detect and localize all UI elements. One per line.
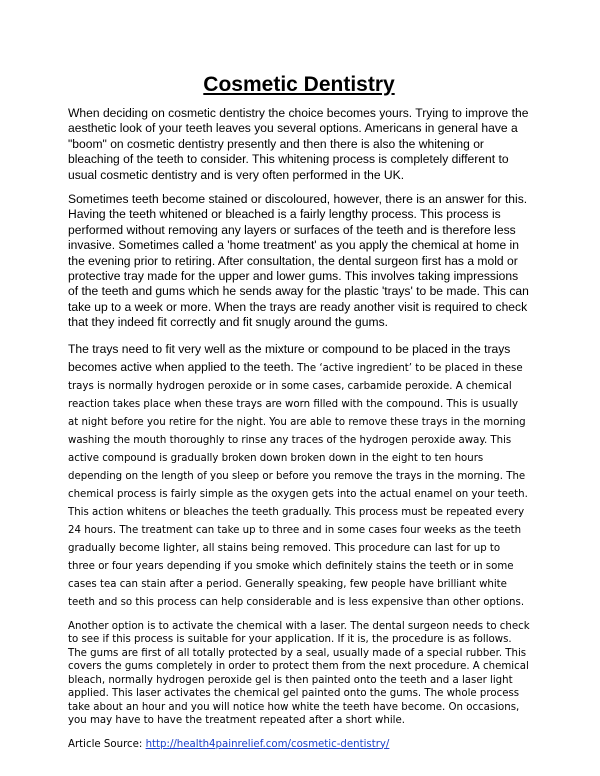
document-title: Cosmetic Dentistry <box>203 73 395 96</box>
paragraph-stained-teeth: Sometimes teeth become stained or discoloured, however, there is an answer for this. Having the teeth whitened or bleached is a fairly lengthy process. This process is performed without removing any layers or surfaces of the teeth and is therefore less invasive. Sometimes called a 'home treatment' as you apply the chemical at home in the evening prior to retiring. After consultation, the dental surgeon first has a mold or protective tray made for the upper and lower gums. This involves taking impressions of the teeth and gums which he sends away for the plastic 'trays' to be made. This can take up to a week or more. When the trays are ready another visit is required to check that they indeed fit correctly and fit snugly around the gums. <box>68 192 529 330</box>
article-source <box>68 738 530 752</box>
paragraph-trays <box>68 340 530 610</box>
article-source-link[interactable]: http://health4painrelief.com/cosmetic-dentistry/ <box>145 738 390 750</box>
article-source-label: Article Source: <box>68 738 146 750</box>
paragraph-laser: Another option is to activate the chemical with a laser. The dental surgeon needs to check to see if this process is suitable for your application. If it is, the procedure is as follows. The gums are first of all totally protected by a seal, usually made of a special rubber. This covers the gums completely in order to protect them from the next procedure. A chemical bleach, normally hydrogen peroxide gel is then painted onto the teeth and a laser light applied. This laser activates the chemical gel painted onto the gums. The whole process take about an hour and you will notice how white the teeth have become. On occasions, you may have to have the treatment repeated after a short while. <box>68 620 530 727</box>
paragraph-trays-lead: The trays need to fit very well as the mixture or compound to be placed in the trays becomes active when applied to the teeth. <box>68 341 511 374</box>
paragraph-intro: When deciding on cosmetic dentistry the choice becomes yours. Trying to improve the aesthetic look of your teeth leaves you several options. Americans in general have a "boom" on cosmetic dentistry presently and then there is also the whitening or bleaching of the teeth to consider. This whitening process is completely different to usual cosmetic dentistry and is very often performed in the UK. <box>68 106 529 182</box>
paragraph-trays-body: The ‘active ingredient’ to be placed in these trays is normally hydrogen peroxide or in some cases, carbamide peroxide. A chemical reaction takes place when these trays are worn filled with the compound. This is usually at night before you retire for the night. You are able to remove these trays in the morning washing the mouth thoroughly to rinse any traces of the hydrogen peroxide away. This active compound is gradually broken down broken down in the eight to ten hours depending on the length of you sleep or before you remove the trays in the morning. The chemical process is fairly simple as the oxygen gets into the actual enamel on your teeth. This action whitens or bleaches the teeth gradually. This process must be repeated every 24 hours. The treatment can take up to three and in some cases four weeks as the teeth gradually become lighter, all stains being removed. This procedure can last for up to three or four years depending if you smoke which definitely stains the teeth or in some cases tea can stain after a period. Generally speaking, few people have brilliant white teeth and so this process can help considerable and is less expensive than other options. <box>68 362 528 608</box>
